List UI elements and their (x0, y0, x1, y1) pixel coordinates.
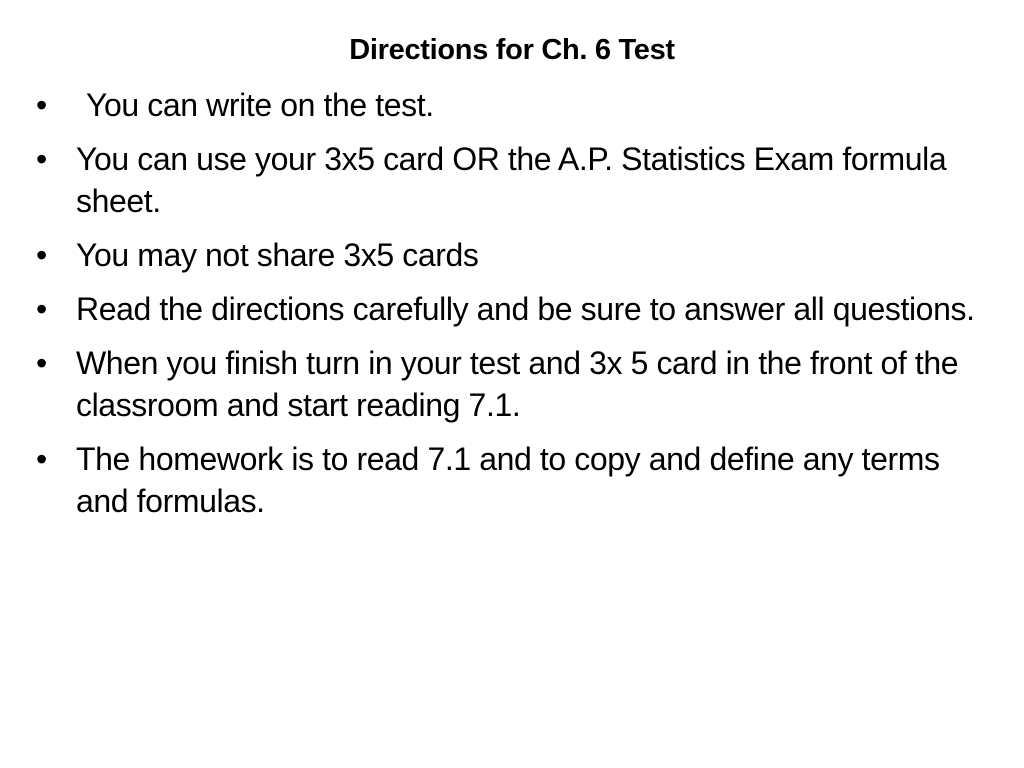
bullet-icon: • (36, 141, 47, 177)
list-item (36, 84, 996, 126)
bullet-icon: • (36, 237, 47, 273)
list-item (36, 438, 996, 522)
list-item (36, 288, 996, 330)
slide-title: Directions for Ch. 6 Test (349, 34, 675, 66)
bullet-icon: • (36, 87, 47, 123)
bullet-list (36, 84, 996, 534)
bullet-text: You may not share 3x5 cards (76, 237, 479, 273)
bullet-text: You can use your 3x5 card OR the A.P. Statistics Exam formula sheet. (76, 141, 947, 219)
bullet-icon: • (36, 291, 47, 327)
list-item (36, 138, 996, 222)
list-item (36, 234, 996, 276)
list-item (36, 342, 996, 426)
bullet-text: You can write on the test. (86, 87, 434, 123)
bullet-icon: • (36, 345, 47, 381)
bullet-text: Read the directions carefully and be sure to answer all questions. (76, 291, 975, 327)
bullet-text: When you finish turn in your test and 3x 5 card in the front of the classroom and start reading 7.1. (76, 345, 959, 423)
bullet-text: The homework is to read 7.1 and to copy and define any terms and formulas. (76, 441, 940, 519)
bullet-icon: • (36, 441, 47, 477)
